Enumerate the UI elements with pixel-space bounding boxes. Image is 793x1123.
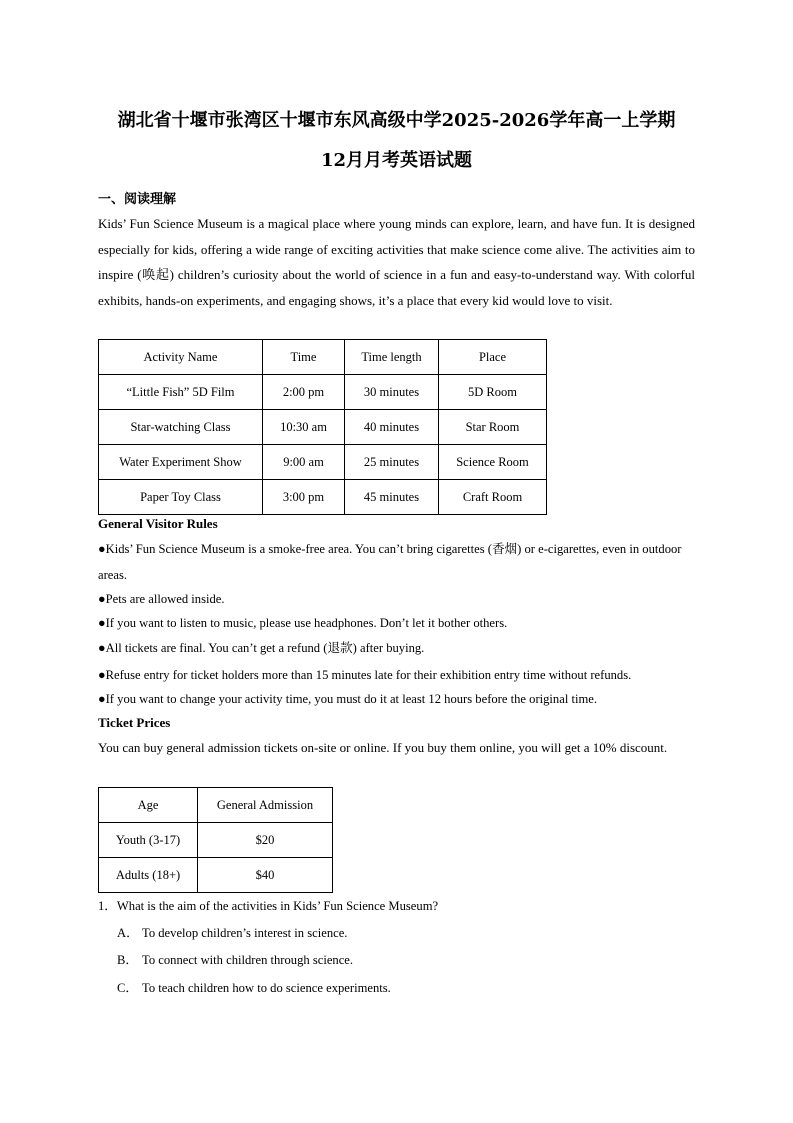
table-cell: Adults (18+) bbox=[99, 858, 198, 893]
table-row bbox=[99, 445, 547, 480]
option-letter: A． bbox=[117, 926, 139, 940]
table-cell: $20 bbox=[198, 823, 333, 858]
table-cell: 5D Room bbox=[439, 375, 547, 410]
table-cell: 45 minutes bbox=[345, 480, 439, 515]
rule-item: ●If you want to listen to music, please use headphones. Don’t let it bother others. bbox=[98, 616, 508, 630]
document-title-line-1: 湖北省十堰市张湾区十堰市东风高级中学2025-2026学年高一上学期 bbox=[117, 110, 676, 131]
rule-item: ●If you want to change your activity time, you must do it at least 12 hours before the original time. bbox=[98, 692, 597, 706]
option-letter: B． bbox=[117, 953, 138, 967]
table-row bbox=[99, 410, 547, 445]
table-row bbox=[99, 823, 333, 858]
rule-item: ●All tickets are final. You can’t get a refund (退款) after buying. bbox=[98, 641, 425, 655]
table-cell: Paper Toy Class bbox=[99, 480, 263, 515]
rule-item: ●Kids’ Fun Science Museum is a smoke-free area. You can’t bring cigarettes (香烟) or e-cigarettes, even in outdoor areas. bbox=[98, 542, 682, 582]
table-row bbox=[99, 375, 547, 410]
option-a[interactable] bbox=[117, 922, 347, 941]
table-cell: Star-watching Class bbox=[99, 410, 263, 445]
rules-heading: General Visitor Rules bbox=[98, 516, 218, 531]
table-cell: 9:00 am bbox=[263, 445, 345, 480]
option-c[interactable] bbox=[117, 977, 391, 996]
activity-table bbox=[98, 339, 547, 515]
table-row bbox=[99, 480, 547, 515]
option-text: To teach children how to do science experiments. bbox=[142, 981, 391, 995]
question-number: 1． bbox=[98, 899, 117, 913]
rule-item: ●Refuse entry for ticket holders more than 15 minutes late for their exhibition entry time without refunds. bbox=[98, 668, 632, 682]
table-header-row bbox=[99, 340, 547, 375]
table-cell: 10:30 am bbox=[263, 410, 345, 445]
table-cell: 25 minutes bbox=[345, 445, 439, 480]
price-table bbox=[98, 787, 333, 893]
table-row bbox=[99, 858, 333, 893]
table-cell: 40 minutes bbox=[345, 410, 439, 445]
table-header-cell: General Admission bbox=[198, 788, 333, 823]
table-header-cell: Activity Name bbox=[99, 340, 263, 375]
option-letter: C． bbox=[117, 981, 138, 995]
option-text: To connect with children through science. bbox=[142, 953, 354, 967]
ticket-text: You can buy general admission tickets on-site or online. If you buy them online, you will get a 10% discount. bbox=[98, 740, 668, 755]
section-heading: 一、阅读理解 bbox=[98, 192, 177, 207]
table-cell: Star Room bbox=[439, 410, 547, 445]
table-header-cell: Place bbox=[439, 340, 547, 375]
option-text: To develop children’s interest in science. bbox=[142, 926, 348, 940]
intro-paragraph: Kids’ Fun Science Museum is a magical place where young minds can explore, learn, and have fun. It is designed especially for kids, offering a wide range of exciting activities that make science come alive. The activities aim to inspire (唤起) children’s curiosity about the world of science in a fun and easy-to-understand way. With colorful exhibits, hands-on experiments, and engaging shows, it’s a place that every kid would love to visit. bbox=[98, 216, 695, 308]
table-cell: Science Room bbox=[439, 445, 547, 480]
document-title-line-2: 12月月考英语试题 bbox=[320, 150, 473, 171]
table-cell: Craft Room bbox=[439, 480, 547, 515]
table-cell: 2:00 pm bbox=[263, 375, 345, 410]
option-b[interactable] bbox=[117, 949, 353, 968]
rule-item: ●Pets are allowed inside. bbox=[98, 592, 225, 606]
ticket-heading: Ticket Prices bbox=[98, 715, 171, 730]
table-header-cell: Age bbox=[99, 788, 198, 823]
table-header-row bbox=[99, 788, 333, 823]
table-cell: “Little Fish” 5D Film bbox=[99, 375, 263, 410]
question-stem bbox=[98, 895, 438, 914]
table-cell: 30 minutes bbox=[345, 375, 439, 410]
table-cell: Water Experiment Show bbox=[99, 445, 263, 480]
table-header-cell: Time length bbox=[345, 340, 439, 375]
table-cell: Youth (3-17) bbox=[99, 823, 198, 858]
table-cell: $40 bbox=[198, 858, 333, 893]
table-cell: 3:00 pm bbox=[263, 480, 345, 515]
question-text: What is the aim of the activities in Kids’ Fun Science Museum? bbox=[116, 899, 439, 913]
table-header-cell: Time bbox=[263, 340, 345, 375]
